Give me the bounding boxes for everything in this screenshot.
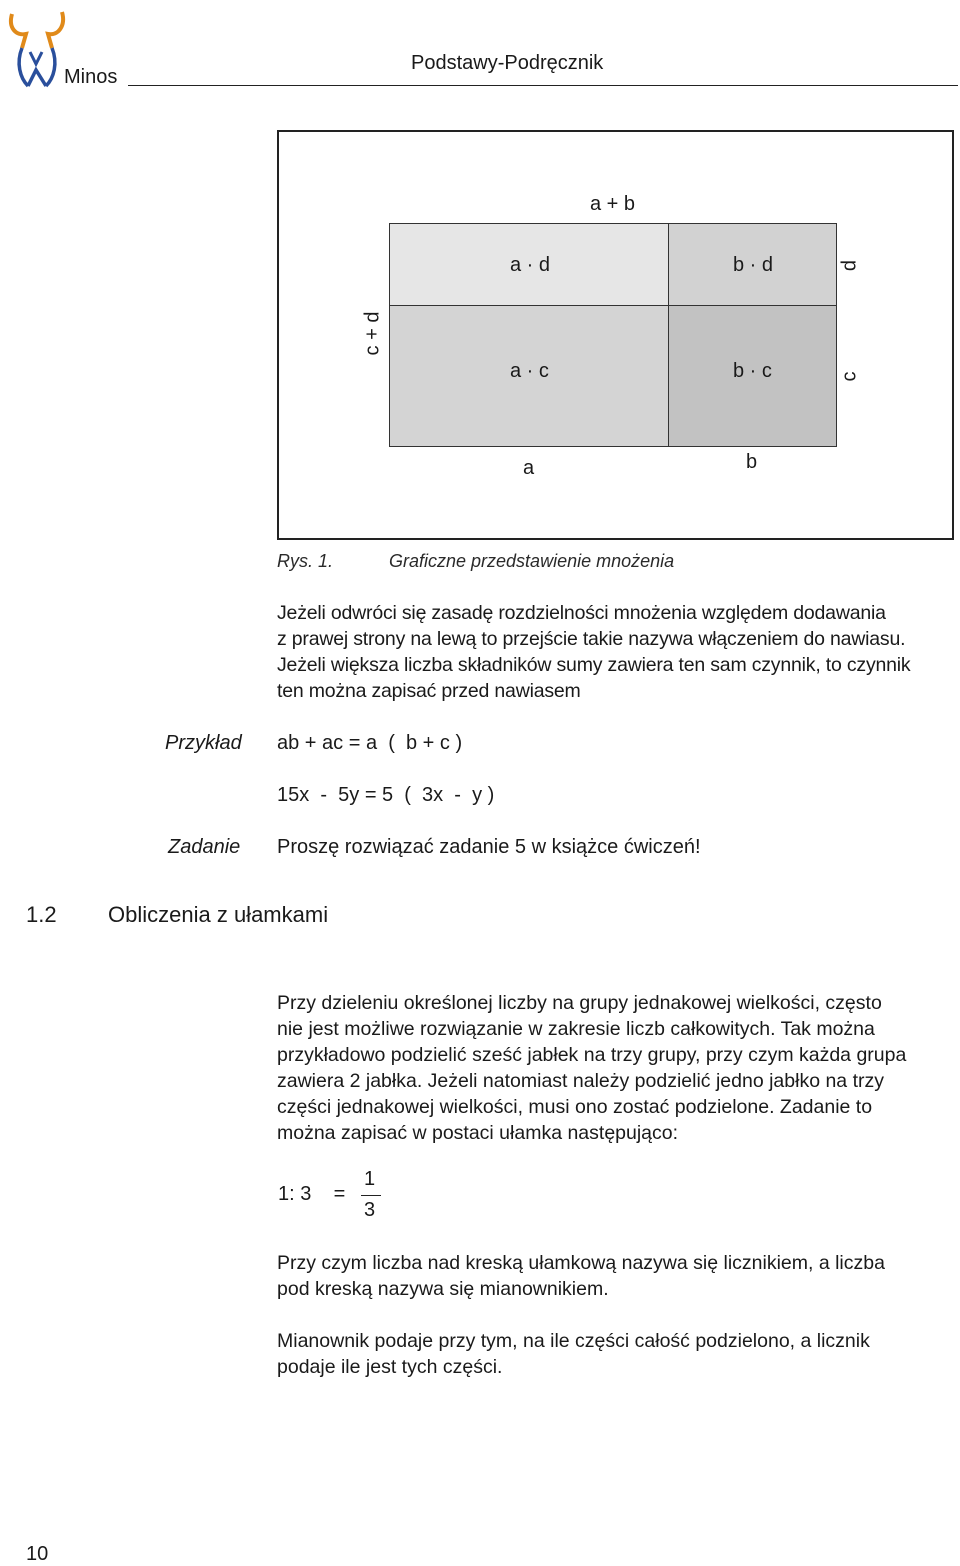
section-number: 1.2 <box>26 902 57 927</box>
figure-right-top-label: d <box>838 259 861 272</box>
fraction-formula-lhs: 1: 3 = <box>278 1183 346 1205</box>
section-title: Obliczenia z ułamkami <box>108 902 329 927</box>
intro-line: z prawej strony na lewą to przejście takie nazywa włączeniem do nawiasu. <box>277 628 906 650</box>
figure-right-bottom-label: c <box>838 371 861 382</box>
fractions-paragraph-3 <box>277 1328 957 1380</box>
brand-name: Minos <box>64 66 118 88</box>
section-heading <box>26 902 329 928</box>
figure-caption <box>277 551 675 572</box>
fractions-paragraph-1 <box>277 990 957 1146</box>
caption-number: Rys. 1. <box>277 551 334 571</box>
intro-line: Jeżeli większa liczba składników sumy zawiera ten sam czynnik, to czynnik <box>277 654 911 676</box>
page-number: 10 <box>26 1543 49 1565</box>
header-rule <box>128 85 958 86</box>
caption-title: Graficzne przedstawienie mnożenia <box>389 551 675 571</box>
example-label: Przykład <box>165 732 242 754</box>
fraction-numerator: 1 <box>364 1168 376 1190</box>
cell-bc-label: b · c <box>733 360 772 382</box>
figure-left-label: c + d <box>361 311 384 356</box>
task-label: Zadanie <box>168 836 241 858</box>
paragraph-line: Mianownik podaje przy tym, na ile części całość podzielono, a licznik <box>277 1330 870 1352</box>
paragraph-line: przykładowo podzielić sześć jabłek na trzy grupy, przy czym każda grupa <box>277 1044 907 1066</box>
paragraph-line: można zapisać w postaci ułamka następująco: <box>277 1122 679 1144</box>
paragraph-line: podaje ile jest tych części. <box>277 1356 503 1378</box>
fraction-bar <box>361 1195 381 1196</box>
figure-bottom-left-label: a <box>523 457 535 479</box>
paragraph-line: nie jest możliwe rozwiązanie w zakresie liczb całkowitych. Tak można <box>277 1018 875 1040</box>
paragraph-line: Przy czym liczba nad kreską ułamkową nazywa się licznikiem, a liczba <box>277 1252 885 1274</box>
example-formula-2: 15x - 5y = 5 ( 3x - y ) <box>277 784 495 806</box>
example-formula-1: ab + ac = a ( b + c ) <box>277 732 463 754</box>
intro-line: ten można zapisać przed nawiasem <box>277 680 581 702</box>
fractions-paragraph-2 <box>277 1250 957 1302</box>
paragraph-line: Przy dzieleniu określonej liczby na grupy jednakowej wielkości, często <box>277 992 882 1014</box>
document-title: Podstawy-Podręcznik <box>411 52 604 74</box>
minos-logo <box>6 8 68 90</box>
cell-ac-label: a · c <box>510 360 549 382</box>
task-text: Proszę rozwiązać zadanie 5 w książce ćwiczeń! <box>277 836 701 858</box>
cell-ad-label: a · d <box>510 254 551 276</box>
cell-bd-label: b · d <box>733 254 774 276</box>
intro-line: Jeżeli odwróci się zasadę rozdzielności mnożenia względem dodawania <box>277 602 886 624</box>
paragraph-line: zawiera 2 jabłka. Jeżeli natomiast należy podzielić jedno jabłko na trzy <box>277 1070 884 1092</box>
figure-top-label: a + b <box>590 193 636 215</box>
paragraph-line: części jednakowej wielkości, musi ono zostać podzielone. Zadanie to <box>277 1096 873 1118</box>
paragraph-line: pod kreską nazywa się mianownikiem. <box>277 1278 609 1300</box>
figure-bottom-right-label: b <box>746 451 758 473</box>
intro-paragraph <box>277 600 957 704</box>
fraction-denominator: 3 <box>364 1199 376 1221</box>
